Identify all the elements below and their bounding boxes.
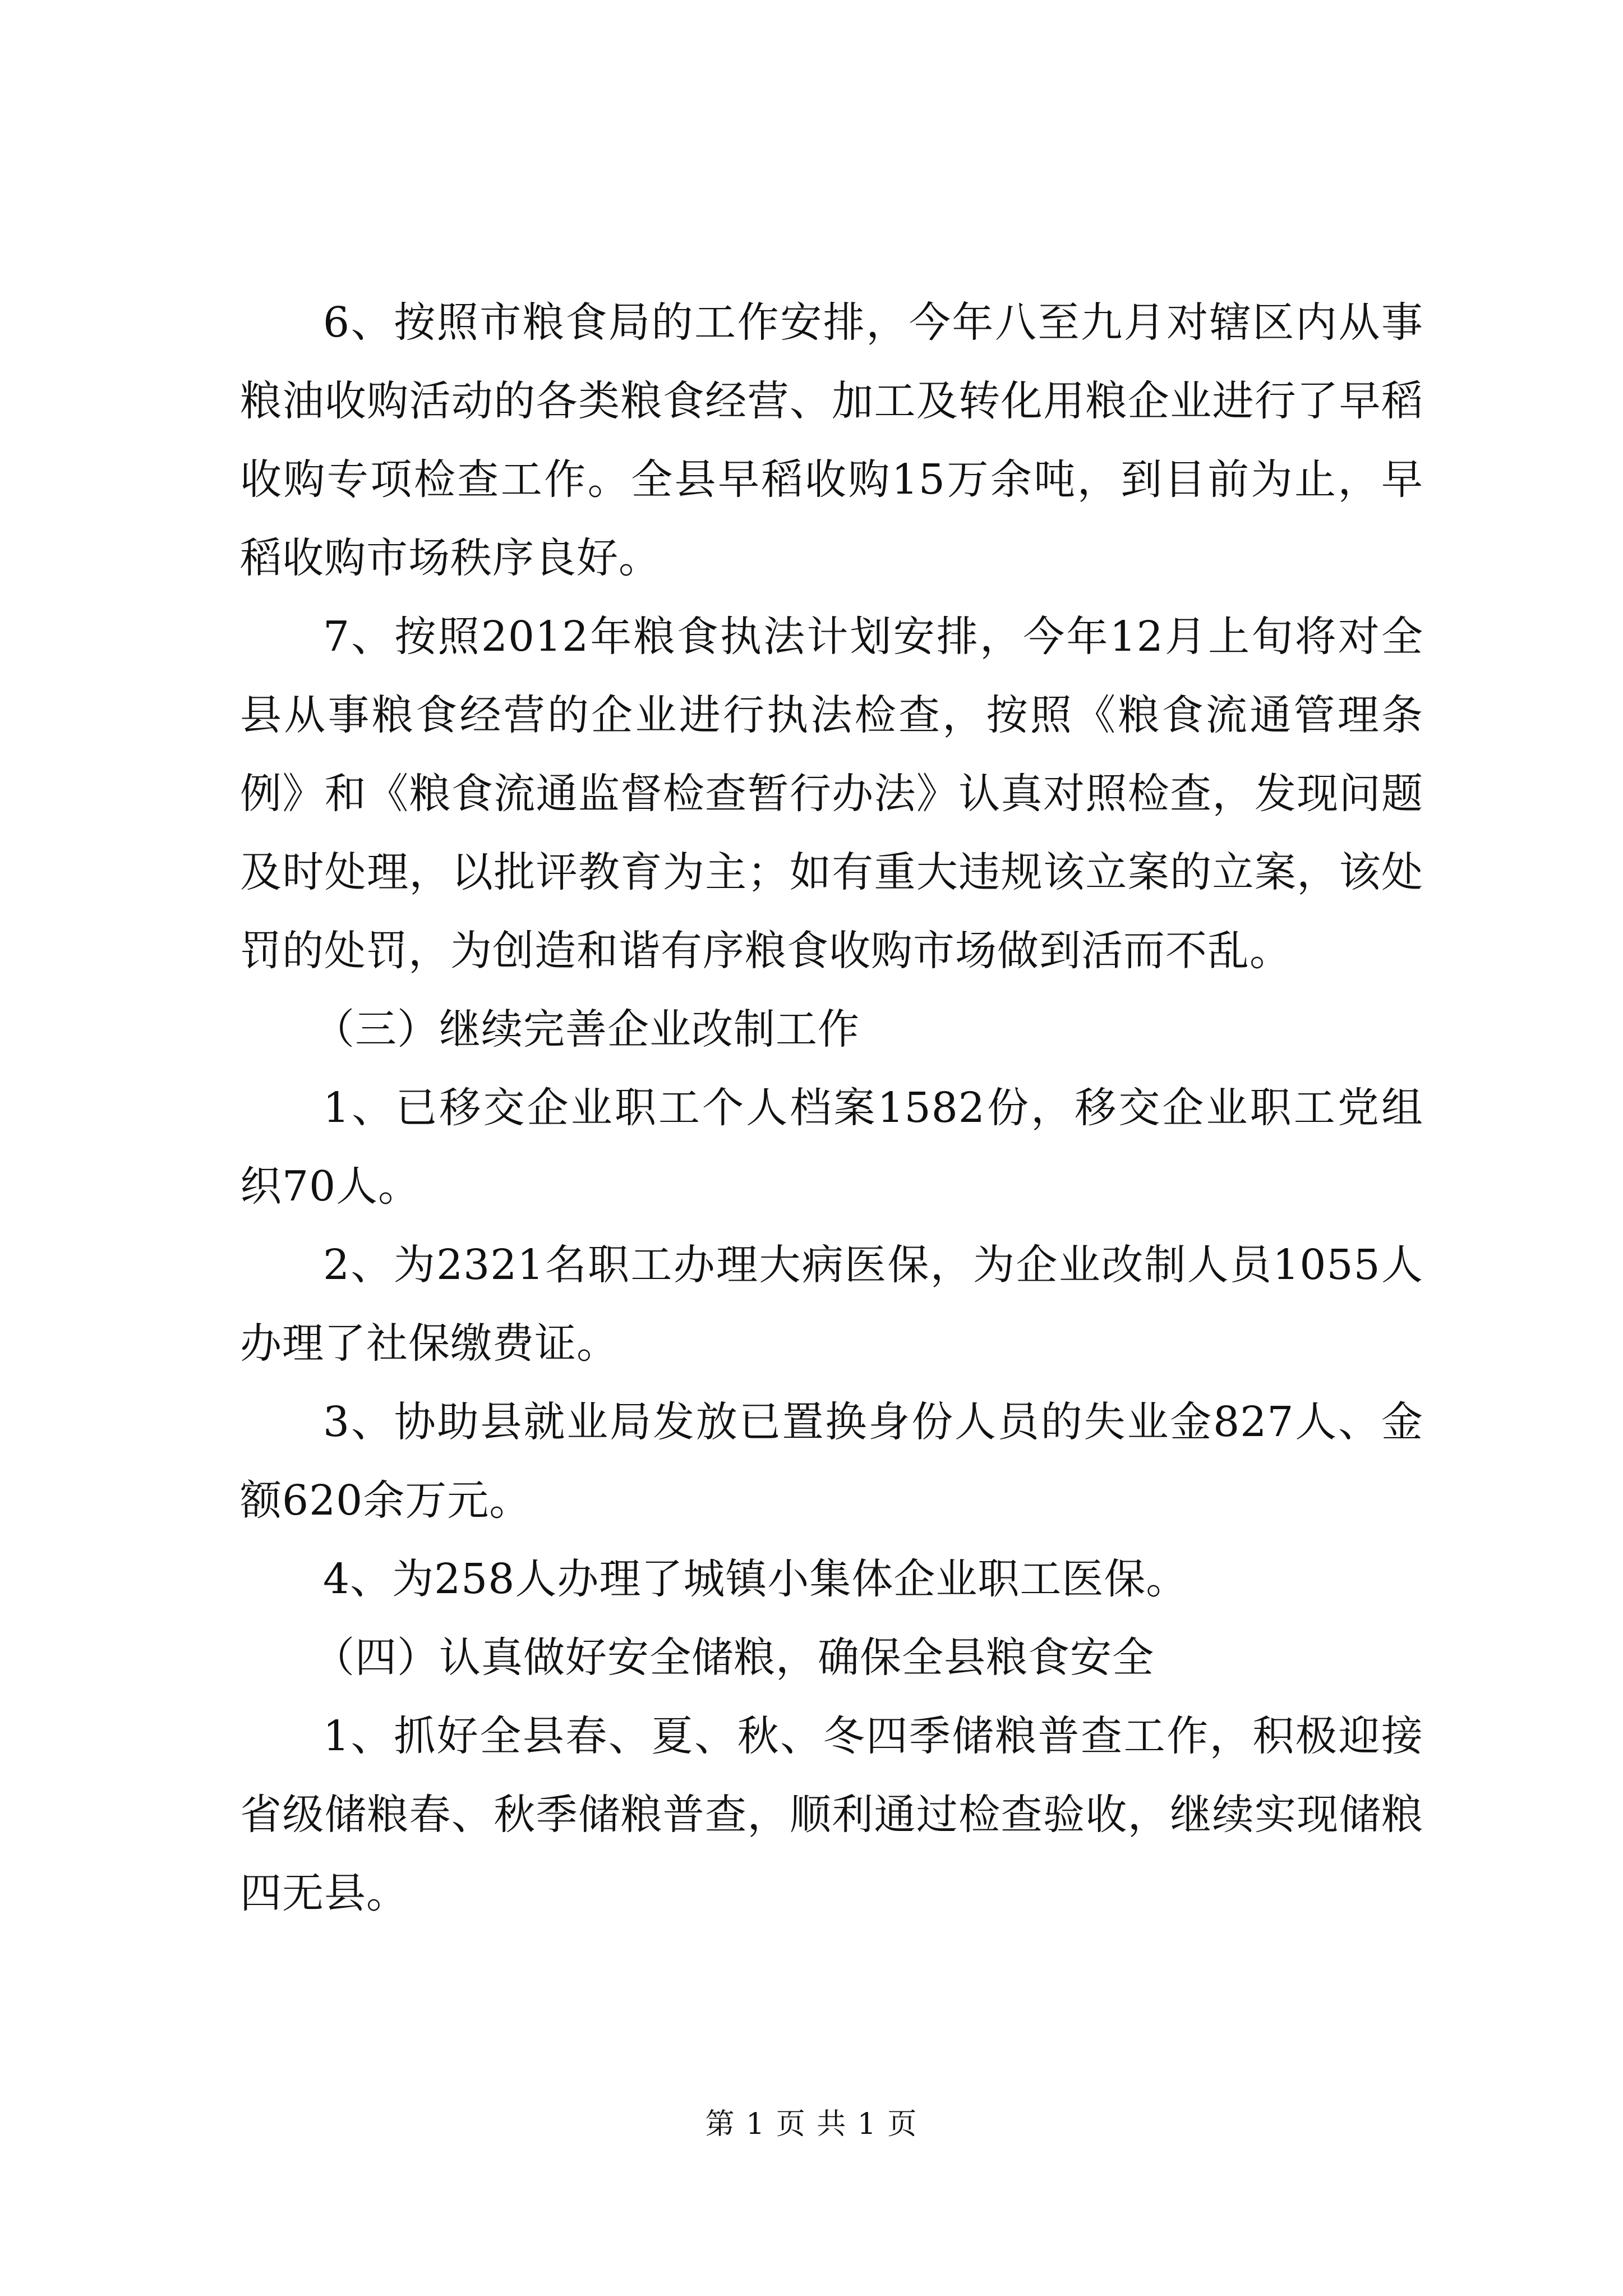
- paragraph-item-3: 3、协助县就业局发放已置换身份人员的失业金827人、金额620余万元。: [240, 1398, 1423, 1525]
- paragraph-item-2: 2、为2321名职工办理大病医保，为企业改制人员1055人办理了社保缴费证。: [240, 1241, 1423, 1368]
- document-body: [240, 283, 1423, 1932]
- section-heading-4: （四）认真做好安全储粮，确保全县粮食安全: [313, 1634, 1154, 1682]
- paragraph-item-4: 4、为258人办理了城镇小集体企业职工医保。: [323, 1555, 1188, 1603]
- section-heading-3: （三）继续完善企业改制工作: [313, 1005, 860, 1053]
- paragraph-item-7: 7、按照2012年粮食执法计划安排，今年12月上旬将对全县从事粮食经营的企业进行执法检查，按照《粮食流通管理条例》和《粮食流通监督检查暂行办法》认真对照检查，发现问题及时处理，以批评教育为主；如有重大违规该立案的立案，该处罚的处罚，为创造和谐有序粮食收购市场做到活而不乱。: [240, 613, 1423, 975]
- paragraph-item-1: 1、已移交企业职工个人档案1582份，移交企业职工党组织70人。: [240, 1084, 1423, 1211]
- page-footer: 第 1 页 共 1 页: [705, 2108, 918, 2141]
- paragraph-item-1b: 1、抓好全县春、夏、秋、冬四季储粮普查工作，积极迎接省级储粮春、秋季储粮普查，顺利通过检查验收，继续实现储粮四无县。: [240, 1712, 1423, 1917]
- paragraph-item-6: 6、按照市粮食局的工作安排，今年八至九月对辖区内从事粮油收购活动的各类粮食经营、加工及转化用粮企业进行了早稻收购专项检查工作。全县早稻收购15万余吨，到目前为止，早稻收购市场秩序良好。: [240, 298, 1423, 582]
